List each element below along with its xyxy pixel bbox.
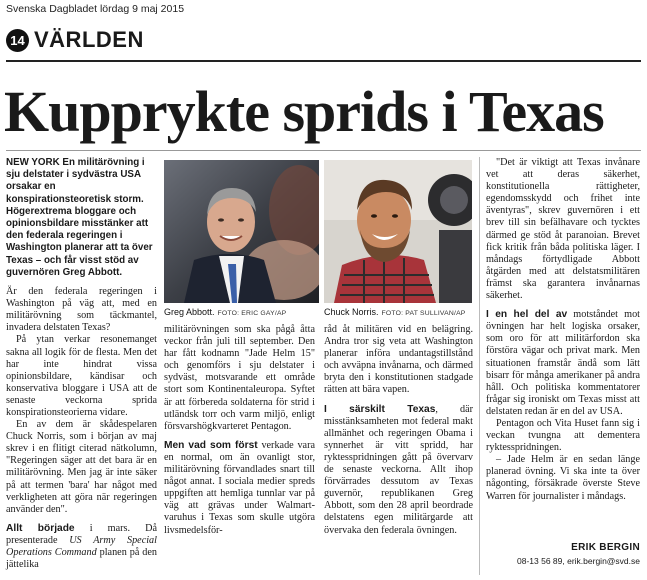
body-paragraph: En av dem är skådespelaren Chuck Norris, som i början av maj skrev i en flitigt citerad nätkolumn, "Regeringen säger att det bara är en militärövning. Men jag är inte säker på att termen 'bara' har något med verkligheten att göra när regeringen använder den".: [6, 419, 157, 515]
caption-text: Chuck Norris.: [324, 307, 379, 317]
page-number: 14: [6, 29, 29, 52]
body-paragraph: råd åt militären vid en belägring. Andra tror sig veta att Washington planerar införa undantagstillstånd och avväpna invånarna, och därmed bryta den i konstitutionen stadgade rätten att bära vapen.: [324, 324, 473, 396]
column-divider: [479, 157, 480, 575]
photo-caption: [324, 307, 466, 317]
body-paragraph: – Jade Helm är en sedan länge planerad övning. Vi ska inte ta över någonting, försäkrade överste Steve Warren för journalister i måndags.: [486, 454, 640, 502]
section-rule: [6, 60, 641, 62]
byline-name: ERIK BERGIN: [571, 542, 640, 553]
italic-text: US Army Special Operations Command: [6, 534, 157, 558]
body-paragraph: "Det är viktigt att Texas invånare vet att deras säkerhet, konstitutionella rättigheter, egendomsskydd och frihet inte äventyras", skrev guvernören i ett brev till sin befälhavare och tycktes därmed ge stöd åt paranoian. Brevet fick kritik från båda politiska läger. I måndags förtydligade Abbott åtgärden med att delstatsmilitären främst ska garantera invånarnas säkerhet.: [486, 157, 640, 302]
body-paragraph: [324, 404, 473, 537]
article-column-4: [486, 157, 640, 503]
body-paragraph: Pentagon och Vita Huset fann sig i veckan tvungna att dementera ryktesspridningen.: [486, 417, 640, 454]
paragraph-lead: Allt började: [6, 522, 75, 534]
portrait-image: [164, 160, 319, 303]
byline-contact: 08-13 56 89, erik.bergin@svd.se: [517, 556, 640, 566]
body-paragraph: militärövningen som ska pågå åtta veckor från juli till september. Den har fått kodnamn "Jade Helm 15" och genomförs i sju delstater i sydväst, motsvarande ett område stort som Kontinentaleuropa. Syftet är att förbereda soldaterna för strid i utländsk torr och varm miljö, enligt försvarshögkvarteret Pentagon.: [164, 324, 315, 432]
article-column-3: [324, 324, 473, 537]
paragraph-text: planen på den jättelika: [6, 547, 158, 571]
photo-greg-abbott: [164, 160, 319, 303]
caption-text: Greg Abbott.: [164, 307, 215, 317]
section-header: [6, 27, 144, 53]
paragraph-text: motståndet mot övningen har helt logiska orsaker, som oro för att militärfordon ska förstöra vägar och privat mark. Men situationen framstår ändå som lätt bisarr för många amerikaner på andra håll. Och politiska kommentatorer frågar sig ironiskt om Texas misst att delstaten redan är en del av USA.: [486, 309, 640, 417]
body-paragraph: [6, 523, 157, 571]
paragraph-text: i mars. Då presenterade: [6, 522, 157, 546]
paragraph-text: , där misstänksamheten mot federal makt allmänhet och regeringen Obama i synnerhet är vitt spridd, har ryktesspridningen gått på övervarv de senaste veckorna. Allt ihop förvärrades dessutom av Texas guvernör, republikanen Greg Abbott, som den 28 april beordrade delstatens egen militärgarde att övervaka den federala övningen.: [324, 403, 473, 536]
paragraph-lead: I särskilt Texas: [324, 403, 436, 415]
photo-caption: [164, 307, 286, 317]
headline: Kupprykte sprids i Texas: [4, 79, 604, 144]
body-paragraph: Är den federala regeringen i Washington på väg att, med en militärövning som täckmantel, invadera delstaten Texas?: [6, 286, 157, 334]
portrait-image: [324, 160, 472, 303]
body-paragraph: [164, 440, 315, 537]
photo-credit: FOTO: ERIC GAY/AP: [217, 310, 287, 317]
article-column-2: [164, 324, 315, 537]
photo-credit: FOTO: PAT SULLIVAN/AP: [381, 310, 466, 317]
byline: [517, 542, 640, 566]
paragraph-lead: Men vad som först: [164, 439, 258, 451]
section-name: VÄRLDEN: [34, 27, 144, 52]
article-column-1: [6, 157, 157, 571]
paragraph-text: verkade vara en normal, om än ovanligt stor, militärövning förvandlades snart till något annat. I sociala medier spreds uppgiften att hemliga tunnlar var på väg att grävas under Walmart-varuhus i Texas som skulle utgöra livsmedelsför-: [164, 439, 315, 536]
paragraph-lead: I en hel del av: [486, 309, 568, 321]
photo-chuck-norris: [324, 160, 472, 303]
body-paragraph: [486, 309, 640, 418]
headline-rule: [6, 150, 641, 151]
masthead: Svenska Dagbladet lördag 9 maj 2015: [6, 3, 185, 15]
body-paragraph: På ytan verkar resonemanget sakna all logik för de flesta. Men det har inte hindrat vissa opinionsbildare, kändisar och konservativa bloggare i USA att de senaste veckorna sprida konspirationsteorierna vidare.: [6, 334, 157, 418]
ingress: NEW YORK En militärövning i sju delstater i sydvästra USA orsakar en konspirationsteoretisk storm. Högerextrema bloggare och opinionsbildare misstänker att den federala regeringen i Washington planerar att ta över Texas – och får visst stöd av guvernören Greg Abbott.: [6, 157, 153, 278]
